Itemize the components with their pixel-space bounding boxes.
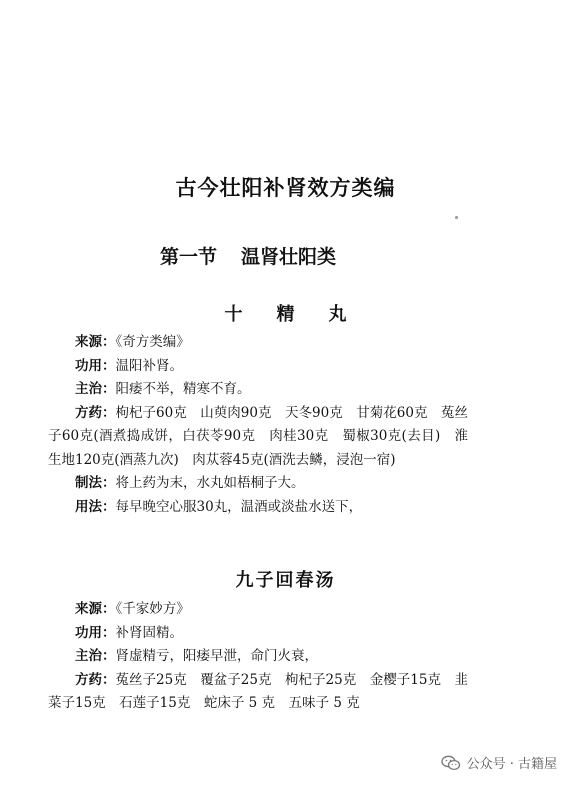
formula-entry: 方药：枸杞子60克 山萸肉90克 天冬90克 甘菊花60克 菟丝子60克(酒煮捣成饼，白茯苓90克 肉桂30克 蜀椒30克(去目) 淮生地120克(酒蒸九次) 肉苁蓉45克(酒洗去鳞，浸泡一宿) (48, 404, 468, 468)
recipe-title-2: 九子回春汤 (235, 570, 336, 591)
wechat-icon (441, 755, 461, 771)
recipe-1-entries (48, 331, 468, 519)
section-name: 温肾壮阳类 (241, 246, 337, 268)
source-entry: 来源：《千家妙方》 (75, 601, 190, 617)
source-entry: 来源：《奇方类编》 (75, 334, 190, 350)
watermark-text: 公众号 · 古籍屋 (466, 757, 557, 772)
usage-entry: 用法：每早晚空心服30丸，温酒或淡盐水送下， (75, 498, 363, 515)
scan-speck (455, 216, 458, 219)
watermark (441, 753, 557, 772)
section-number: 第一节 (160, 246, 218, 268)
effect-entry: 功用：温阳补肾。 (75, 357, 183, 374)
indication-entry: 主治：阳痿不举，精寒不育。 (75, 381, 251, 397)
formula-entry: 方药：菟丝子25克 覆盆子25克 枸杞子25克 金樱子15克 韭菜子15克 石莲子15克 蛇床子 5 克 五味子 5 克 (48, 671, 468, 711)
indication-entry: 主治：肾虚精亏，阳痿早泄，命门火衰， (75, 648, 318, 664)
recipe-title-1: 十精丸 (224, 304, 381, 325)
recipe-2-entries (48, 598, 468, 716)
book-title: 古今壮阳补肾效方类编 (175, 176, 396, 200)
effect-entry: 功用：补肾固精。 (75, 624, 183, 641)
preparation-entry: 制法：将上药为末，水丸如梧桐子大。 (75, 475, 305, 491)
section-heading (160, 242, 336, 269)
